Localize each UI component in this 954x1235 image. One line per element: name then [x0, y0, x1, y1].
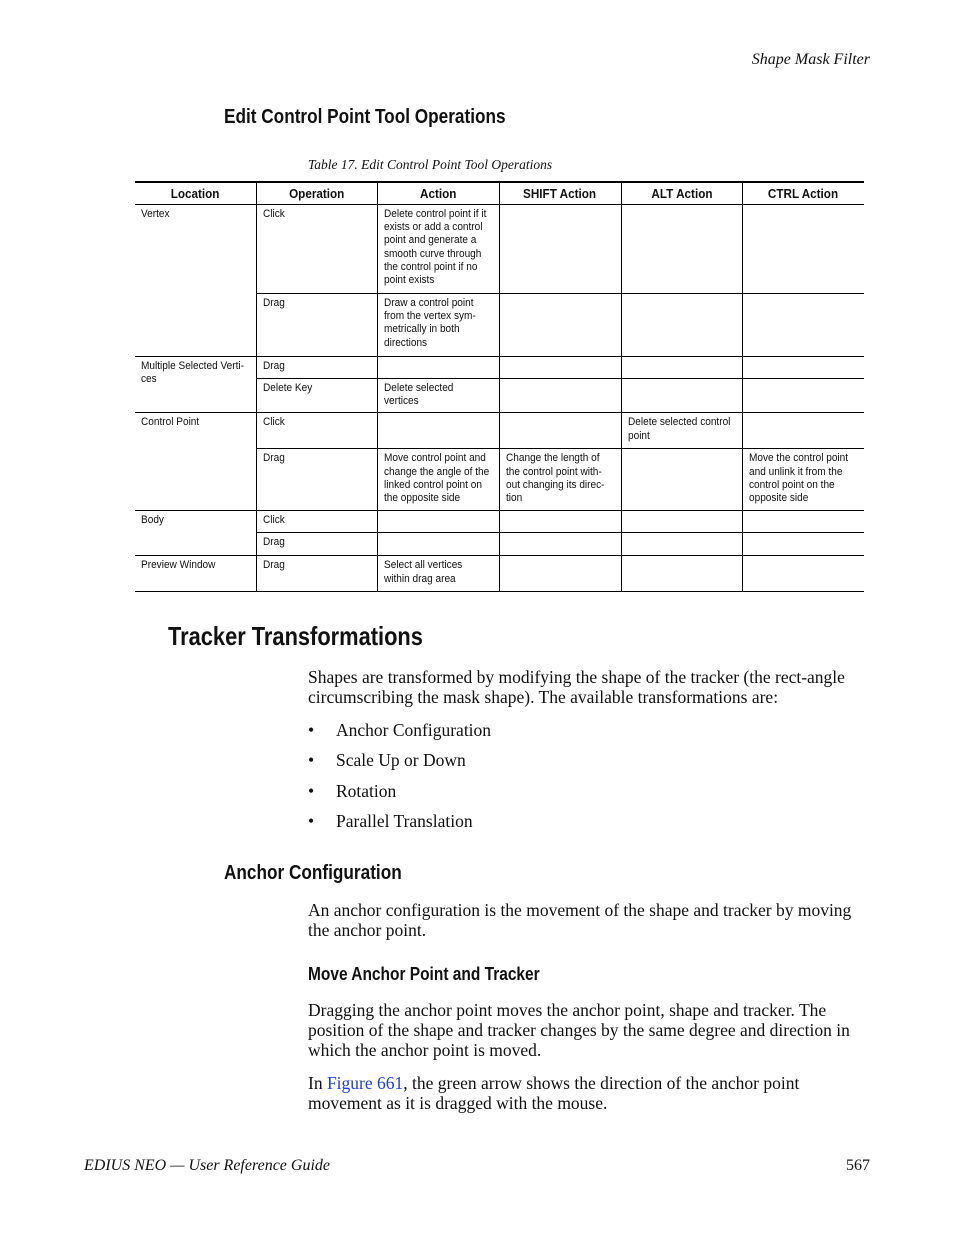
header-action: Action — [377, 182, 499, 205]
cell-ctrl: Move the control point and unlink it from the control point on the opposite side — [742, 449, 864, 511]
section-heading-tracker-transformations: Tracker Transformations — [168, 621, 423, 651]
cell-action: Draw a control point from the vertex sym-metrically in both directions — [377, 294, 499, 357]
table-row — [135, 413, 864, 449]
cell-action — [377, 357, 499, 379]
header-ctrl-action: CTRL Action — [742, 182, 864, 205]
cell-operation: Drag — [256, 294, 377, 357]
tracker-intro-paragraph: Shapes are transformed by modifying the shape of the tracker (the rect-angle circumscribing the mask shape). The available transformations are: — [308, 667, 845, 707]
table-row — [135, 511, 864, 533]
cell-ctrl — [742, 379, 864, 413]
cell-action: Delete selected vertices — [377, 379, 499, 413]
page-number: 567 — [846, 1157, 870, 1174]
footer-title: EDIUS NEO — User Reference Guide — [84, 1157, 331, 1174]
anchor-paragraph: An anchor configuration is the movement of the shape and tracker by moving the anchor point. — [308, 900, 852, 940]
move-paragraph: Dragging the anchor point moves the anchor point, shape and tracker. The position of the shape and tracker changes by the same degree and direction in which the anchor point is moved. — [308, 1000, 850, 1060]
figure-paragraph — [308, 1073, 874, 1113]
cell-ctrl — [742, 205, 864, 294]
cell-shift — [499, 205, 621, 294]
header-operation: Operation — [256, 182, 377, 205]
cell-location: Body — [135, 511, 256, 556]
cell-ctrl — [742, 511, 864, 533]
cell-ctrl — [742, 556, 864, 592]
list-item: • Anchor Configuration — [308, 720, 492, 740]
table-header-row — [135, 182, 864, 205]
figure-661-link[interactable]: Figure 661 — [326, 1073, 404, 1093]
section-heading-anchor-configuration: Anchor Configuration — [224, 862, 402, 884]
cell-location: Vertex — [135, 205, 256, 357]
running-head: Shape Mask Filter — [751, 51, 870, 68]
header-alt-action: ALT Action — [621, 182, 742, 205]
table-row — [135, 357, 864, 379]
cell-action — [377, 413, 499, 449]
operations-table — [135, 181, 864, 592]
cell-shift — [499, 413, 621, 449]
cell-ctrl — [742, 533, 864, 556]
cell-shift — [499, 294, 621, 357]
cell-shift — [499, 379, 621, 413]
cell-alt — [621, 511, 742, 533]
cell-operation: Drag — [256, 556, 377, 592]
cell-shift — [499, 511, 621, 533]
table-caption: Table 17. Edit Control Point Tool Operations — [308, 157, 553, 172]
cell-ctrl — [742, 294, 864, 357]
cell-operation: Drag — [256, 533, 377, 556]
cell-shift — [499, 357, 621, 379]
cell-location: Control Point — [135, 413, 256, 511]
cell-operation: Delete Key — [256, 379, 377, 413]
cell-location: Multiple Selected Verti-ces — [135, 357, 256, 413]
section-heading-edit-control-point: Edit Control Point Tool Operations — [224, 106, 506, 128]
figure-paragraph-suffix: , the green arrow shows the direction of the anchor point movement as it is dragged with the mouse. — [308, 1073, 800, 1113]
cell-alt — [621, 533, 742, 556]
cell-action: Delete control point if it exists or add a control point and generate a smooth curve through the control point if no point exists — [377, 205, 499, 294]
table-row — [135, 205, 864, 294]
cell-alt — [621, 294, 742, 357]
cell-shift — [499, 533, 621, 556]
list-item: • Scale Up or Down — [308, 750, 466, 771]
table-row — [135, 556, 864, 592]
cell-alt: Delete selected control point — [621, 413, 742, 449]
cell-shift — [499, 556, 621, 592]
cell-alt — [621, 357, 742, 379]
cell-action — [377, 533, 499, 556]
cell-alt — [621, 379, 742, 413]
cell-action: Select all vertices within drag area — [377, 556, 499, 592]
cell-alt — [621, 205, 742, 294]
figure-paragraph-prefix: In — [308, 1073, 327, 1093]
list-item: • Rotation — [308, 780, 397, 801]
cell-operation: Click — [256, 205, 377, 294]
cell-operation: Drag — [256, 449, 377, 511]
section-heading-move-anchor: Move Anchor Point and Tracker — [308, 964, 540, 984]
cell-location: Preview Window — [135, 556, 256, 592]
header-location: Location — [135, 182, 256, 205]
cell-operation: Click — [256, 511, 377, 533]
cell-ctrl — [742, 357, 864, 379]
cell-operation: Click — [256, 413, 377, 449]
cell-alt — [621, 449, 742, 511]
cell-action — [377, 511, 499, 533]
cell-action: Move control point and change the angle of the linked control point on the opposite side — [377, 449, 499, 511]
cell-ctrl — [742, 413, 864, 449]
cell-shift: Change the length of the control point with-out changing its direc-tion — [499, 449, 621, 511]
list-item: • Parallel Translation — [308, 810, 473, 831]
cell-alt — [621, 556, 742, 592]
header-shift-action: SHIFT Action — [499, 182, 621, 205]
transformations-list — [308, 720, 491, 841]
cell-operation: Drag — [256, 357, 377, 379]
